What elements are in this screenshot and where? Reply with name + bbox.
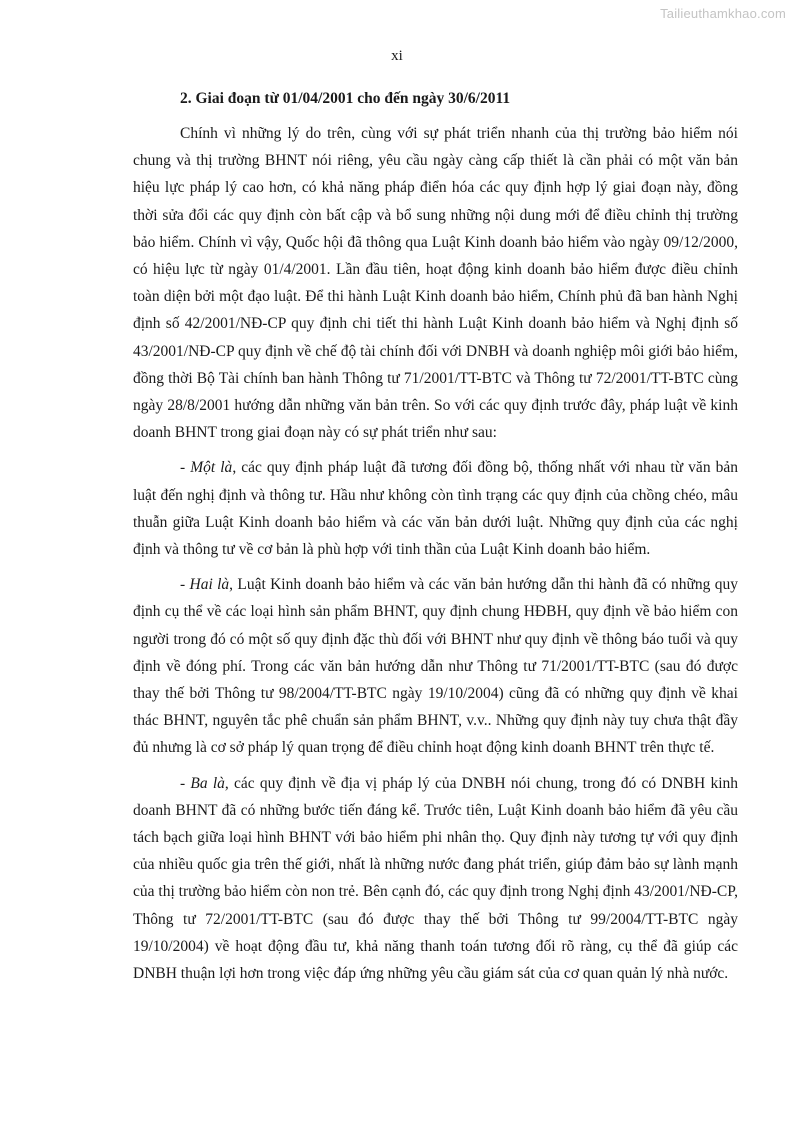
- document-body: [133, 88, 738, 995]
- point-paragraph-1: [133, 454, 738, 563]
- intro-paragraph: Chính vì những lý do trên, cùng với sự phát triển nhanh của thị trường bảo hiểm nói chung và thị trường BHNT nói riêng, yêu cầu ngày càng cấp thiết là cần phải có một văn bản hiệu lực pháp lý cao hơn, có khả năng pháp điển hóa các quy định hợp lý giai đoạn này, đồng thời sửa đổi các quy định còn bất cập và bổ sung những nội dung mới để điều chỉnh thị trường bảo hiểm. Chính vì vậy, Quốc hội đã thông qua Luật Kinh doanh bảo hiểm vào ngày 09/12/2000, có hiệu lực từ ngày 01/4/2001. Lần đầu tiên, hoạt động kinh doanh bảo hiểm được điều chỉnh toàn diện bởi một đạo luật. Để thi hành Luật Kinh doanh bảo hiểm, Chính phủ đã ban hành Nghị định số 42/2001/NĐ-CP quy định chi tiết thi hành Luật Kinh doanh bảo hiểm và Nghị định số 43/2001/NĐ-CP quy định về chế độ tài chính đối với DNBH và doanh nghiệp môi giới bảo hiểm, đồng thời Bộ Tài chính ban hành Thông tư 71/2001/TT-BTC và Thông tư 72/2001/TT-BTC cùng ngày 28/8/2001 hướng dẫn những văn bản trên. So với các quy định trước đây, pháp luật về kinh doanh BHNT trong giai đoạn này có sự phát triển như sau:: [133, 125, 738, 442]
- point-paragraph-3: [133, 770, 738, 988]
- point-paragraph-2: [133, 571, 738, 761]
- point-lead: Hai là: [189, 576, 230, 594]
- point-prefix: -: [180, 774, 191, 792]
- section-heading: 2. Giai đoạn từ 01/04/2001 cho đến ngày 30/6/2011: [180, 90, 511, 107]
- point-lead: Ba là: [190, 774, 225, 792]
- point-prefix: -: [180, 459, 191, 477]
- watermark: Tailieuthamkhao.com: [660, 6, 786, 21]
- point-lead: Một là: [190, 459, 233, 477]
- point-text: , các quy định về địa vị pháp lý của DNBH nói chung, trong đó có DNBH kinh doanh BHNT đã có những bước tiến đáng kể. Trước tiên, Luật Kinh doanh bảo hiểm đã yêu cầu tách bạch giữa loại hình BHNT với bảo hiểm phi nhân thọ. Quy định này tương tự với quy định của nhiều quốc gia trên thế giới, nhất là những nước đang phát triển, giúp đảm bảo sự lành mạnh của thị trường bảo hiểm còn non trẻ. Bên cạnh đó, các quy định trong Nghị định 43/2001/NĐ-CP, Thông tư 72/2001/TT-BTC (sau đó được thay thế bởi Thông tư 99/2004/TT-BTC ngày 19/10/2004) về hoạt động đầu tư, khả năng thanh toán tương đối rõ ràng, cụ thể đã giúp các DNBH thuận lợi hơn trong việc đáp ứng những yêu cầu giám sát của cơ quan quản lý nhà nước.: [133, 774, 738, 983]
- point-text: , các quy định pháp luật đã tương đối đồng bộ, thống nhất với nhau từ văn bản luật đến nghị định và thông tư. Hầu như không còn tình trạng các quy định của chồng chéo, mâu thuẫn giữa Luật Kinh doanh bảo hiểm và các văn bản dưới luật. Những quy định của các nghị định và thông tư về cơ bản là phù hợp với tinh thần của Luật Kinh doanh bảo hiểm.: [133, 459, 738, 559]
- page-number: xi: [391, 48, 403, 64]
- point-prefix: -: [180, 576, 190, 594]
- point-text: , Luật Kinh doanh bảo hiểm và các văn bản hướng dẫn thi hành đã có những quy định cụ thể về các loại hình sản phẩm BHNT, quy định chung HĐBH, quy định về bảo hiểm con người trong đó có một số quy định đặc thù đối với BHNT như quy định về thông báo tuổi và quy định về đóng phí. Trong các văn bản hướng dẫn như Thông tư 71/2001/TT-BTC (sau đó được thay thế bởi Thông tư 98/2004/TT-BTC ngày 19/10/2004) cũng đã có những quy định về khai thác BHNT, nguyên tắc phê chuẩn sản phẩm BHNT, v.v.. Những quy định này tuy chưa thật đầy đủ nhưng là cơ sở pháp lý quan trọng để điều chỉnh hoạt động kinh doanh BHNT trên thực tế.: [133, 576, 738, 757]
